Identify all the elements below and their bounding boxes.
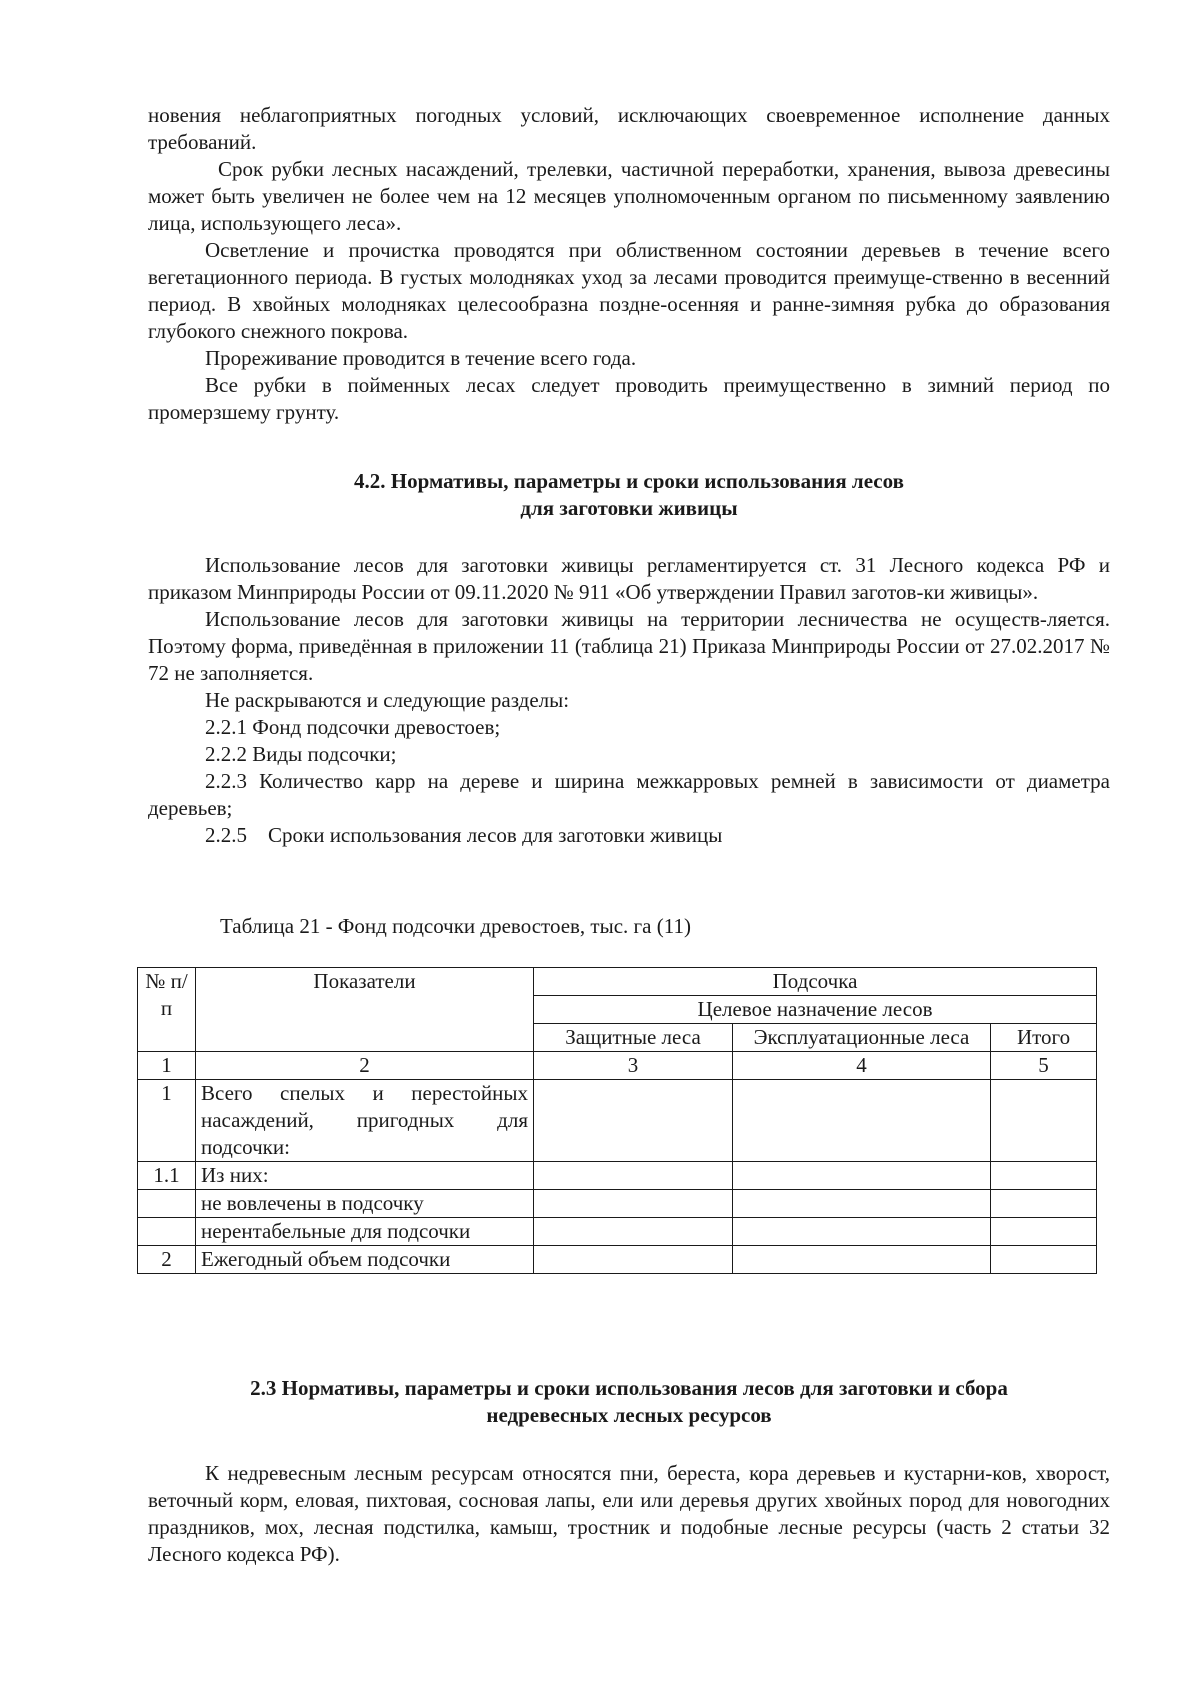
list-item-2-2-3: 2.2.3 Количество карр на дереве и ширина межкарровых ремней в зависимости от диаметра деревьев;	[148, 769, 1110, 820]
table-header-row	[138, 968, 1097, 996]
section-2-3-heading-line2: недревесных лесных ресурсов	[486, 1403, 772, 1427]
row-num: 2	[138, 1246, 196, 1274]
col-number: 2	[196, 1052, 534, 1080]
row-label: нерентабельные для подсочки	[196, 1218, 534, 1246]
section-2-3-body	[148, 1460, 1110, 1568]
cell-exploitation	[733, 1162, 991, 1190]
section-4-2-heading-line1: 4.2. Нормативы, параметры и сроки использования лесов	[354, 469, 904, 493]
paragraph-thinning: Прореживание проводится в течение всего года.	[205, 346, 637, 370]
row-label: не вовлечены в подсочку	[196, 1190, 534, 1218]
cell-protective	[534, 1218, 733, 1246]
header-protective: Защитные леса	[534, 1024, 733, 1052]
col-number: 3	[534, 1052, 733, 1080]
row-label: Всего спелых и перестойных насаждений, пригодных для подсочки:	[196, 1080, 534, 1162]
row-num	[138, 1190, 196, 1218]
table-row	[138, 1162, 1097, 1190]
top-text-block	[148, 102, 1110, 426]
cell-exploitation	[733, 1246, 991, 1274]
section-4-2-heading-line2: для заготовки живицы	[520, 496, 738, 520]
cell-protective	[534, 1162, 733, 1190]
row-num	[138, 1218, 196, 1246]
section-4-2-body	[148, 552, 1110, 849]
col-number: 5	[991, 1052, 1097, 1080]
paragraph-clearing: Осветление и прочистка проводятся при облиственном состоянии деревьев в течение всего вегетационного периода. В густых молодняках уход за лесами проводится преимуще-ственно в весенний период. В хвойных молодняках целесообразна поздне-осенняя и ранне-зимняя рубка до образования глубокого снежного покрова.	[148, 238, 1110, 343]
section-2-3-heading	[148, 1375, 1110, 1429]
cell-total	[991, 1162, 1097, 1190]
row-label: Ежегодный объем подсочки	[196, 1246, 534, 1274]
section-4-2-heading	[148, 468, 1110, 522]
header-tapping: Подсочка	[534, 968, 1097, 996]
cell-protective	[534, 1190, 733, 1218]
paragraph-continuation: новения неблагоприятных погодных условий, исключающих своевременное исполнение данных требований.	[148, 103, 1110, 154]
row-num: 1.1	[138, 1162, 196, 1190]
cell-protective	[534, 1080, 733, 1162]
paragraph-floodplain: Все рубки в пойменных лесах следует проводить преимущественно в зимний период по промерзшему грунту.	[148, 373, 1110, 424]
header-purpose: Целевое назначение лесов	[534, 996, 1097, 1024]
cell-total	[991, 1246, 1097, 1274]
section-2-3-heading-line1: 2.3 Нормативы, параметры и сроки использования лесов для заготовки и сбора	[250, 1376, 1008, 1400]
paragraph-term-extension: Срок рубки лесных насаждений, трелевки, частичной переработки, хранения, вывоза древесины может быть увеличен не более чем на 12 месяцев уполномоченным органом по письменному заявлению лица, использующего леса».	[148, 157, 1110, 235]
cell-exploitation	[733, 1218, 991, 1246]
table-row	[138, 1218, 1097, 1246]
table-21-caption: Таблица 21 - Фонд подсочки древостоев, тыс. га (11)	[220, 914, 691, 938]
list-item-2-2-2: 2.2.2 Виды подсочки;	[205, 742, 397, 766]
cell-exploitation	[733, 1080, 991, 1162]
paragraph-sections-intro: Не раскрываются и следующие разделы:	[205, 688, 570, 712]
row-num: 1	[138, 1080, 196, 1162]
cell-total	[991, 1080, 1097, 1162]
paragraph-non-timber-resources: К недревесным лесным ресурсам относятся пни, береста, кора деревьев и кустарни-ков, хворост, веточный корм, еловая, пихтовая, сосновая лапы, ели или деревья других хвойных пород для новогодних праздников, мох, лесная подстилка, камыш, тростник и подобные лесные ресурсы (часть 2 статьи 32 Лесного кодекса РФ).	[148, 1461, 1110, 1566]
header-total: Итого	[991, 1024, 1097, 1052]
cell-total	[991, 1218, 1097, 1246]
paragraph-regulation: Использование лесов для заготовки живицы регламентируется ст. 31 Лесного кодекса РФ и приказом Минприроды России от 09.11.2020 № 911 «Об утверждении Правил заготов-ки живицы».	[148, 553, 1110, 604]
header-num: № п/п	[138, 968, 196, 1052]
list-item-2-2-1: 2.2.1 Фонд подсочки древостоев;	[205, 715, 501, 739]
cell-protective	[534, 1246, 733, 1274]
table-row	[138, 1246, 1097, 1274]
column-number-row	[138, 1052, 1097, 1080]
cell-total	[991, 1190, 1097, 1218]
header-indicators: Показатели	[196, 968, 534, 1052]
col-number: 1	[138, 1052, 196, 1080]
row-label: Из них:	[196, 1162, 534, 1190]
table-21	[137, 967, 1097, 1274]
paragraph-not-performed: Использование лесов для заготовки живицы на территории лесничества не осуществ-ляется. Поэтому форма, приведённая в приложении 11 (таблица 21) Приказа Минприроды России от 27.02.2017 № 72 не заполняется.	[148, 607, 1110, 685]
cell-exploitation	[733, 1190, 991, 1218]
col-number: 4	[733, 1052, 991, 1080]
table-row	[138, 1080, 1097, 1162]
table-row	[138, 1190, 1097, 1218]
header-exploitation: Эксплуатационные леса	[733, 1024, 991, 1052]
list-item-2-2-5: 2.2.5 Сроки использования лесов для заготовки живицы	[205, 823, 723, 847]
